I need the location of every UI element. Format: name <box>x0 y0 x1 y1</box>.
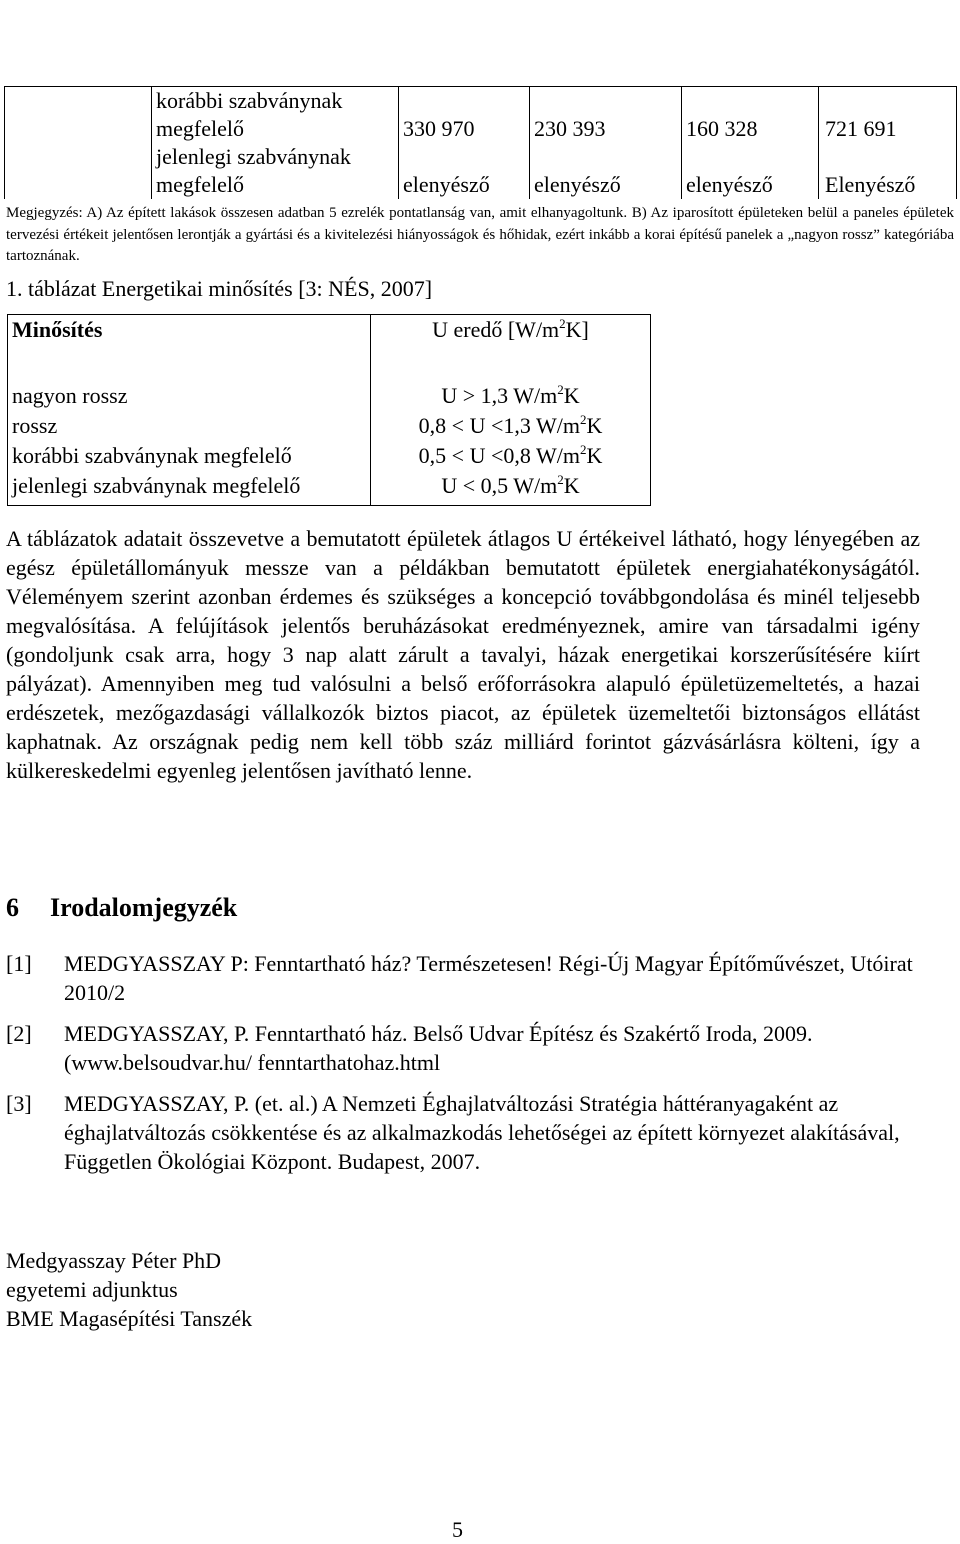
table-row <box>8 411 651 441</box>
row-label-line1: korábbi szabványnak <box>156 88 343 113</box>
table-cell-value: 721 691 <box>819 87 957 144</box>
body-paragraph: A táblázatok adatait összevetve a bemutatott épületek átlagos U értékeivel látható, hogy lényegében az egész épületállományuk messze van a példákban bemutatott épületek energiahatékonyságától. Véleményem szerint azonban érdemes és szükséges a koncepció továbbgondolása és minél teljesebb megvalósítása. A felújítások jelentős beruházásokat eredményeznek, amire van társadalmi igény (gondoljunk csak arra, hogy 3 nap alatt zárult a tavalyi, házak energetikai korszerűsítésére kiírt pályázat). Amennyiben meg tud valósulni a belső erőforrásokra alapuló épületüzemeltetés, a hazai erdészetek, mezőgazdasági vállalkozók biztos piacot, az épületek üzemeltetői biztonságos ellátást kaphatnak. Az országnak pedig nem kell több száz milliárd forintot gázvásárlásra költeni, így a külkereskedelmi egyenleg jelentősen javítható lenne. <box>6 526 920 783</box>
reference-text: MEDGYASSZAY, P. (et. al.) A Nemzeti Éghajlatváltozási Stratégia háttéranyagaként az éghajlatváltozás csökkentése és az alkalmazkodás lehetőségei az épített környezet alakításával, Független Ökológiai Központ. Budapest, 2007. <box>64 1091 900 1174</box>
rating-label: rossz <box>8 411 371 441</box>
header-u-sup: 2 <box>559 316 566 331</box>
u-range <box>371 441 651 471</box>
row-label-line1: jelenlegi szabványnak <box>156 144 351 169</box>
u-range-sup: 2 <box>557 472 564 487</box>
u-range-post: K <box>563 473 580 498</box>
table-caption: 1. táblázat Energetikai minősítés [3: NÉS, 2007] <box>6 276 433 301</box>
table-cell-value: 230 393 <box>530 87 682 144</box>
u-range-post: K <box>586 443 603 468</box>
header-rating: Minősítés <box>8 315 371 376</box>
u-range-pre: 0,5 < U <0,8 W/m <box>418 443 580 468</box>
u-range-sup: 2 <box>579 412 587 427</box>
table-cell-value: Elenyésző <box>819 143 957 199</box>
table-cell-value: elenyésző <box>530 143 682 199</box>
u-range-pre: U < 0,5 W/m <box>441 473 558 498</box>
reference-number: [3] <box>6 1091 32 1116</box>
table-cell-label <box>152 143 399 199</box>
reference-item <box>6 1019 926 1077</box>
table-row <box>5 87 957 144</box>
u-range <box>371 375 651 411</box>
table-cell-empty <box>5 143 152 199</box>
header-u-post: K] <box>565 317 589 342</box>
header-u-pre: U eredő [W/m <box>432 317 560 342</box>
row-label-line2: megfelelő <box>156 172 244 197</box>
reference-item <box>6 949 926 1007</box>
table-header-row <box>8 315 651 376</box>
reference-number: [2] <box>6 1021 32 1046</box>
rating-label: jelenlegi szabványnak megfelelő <box>8 471 371 506</box>
housing-stock-table-continued <box>4 86 957 199</box>
table-row <box>8 471 651 506</box>
table-cell-label <box>152 87 399 144</box>
table-cell-value: 160 328 <box>682 87 819 144</box>
u-range <box>371 411 651 441</box>
u-range-post: K <box>563 383 580 408</box>
rating-label: korábbi szabványnak megfelelő <box>8 441 371 471</box>
table-cell-empty <box>5 87 152 144</box>
u-range-pre: U > 1,3 W/m <box>441 383 558 408</box>
table-cell-value: elenyésző <box>399 143 530 199</box>
author-name: Medgyasszay Péter PhD <box>6 1248 222 1273</box>
reference-number: [1] <box>6 951 32 976</box>
section-title: Irodalomjegyzék <box>50 893 238 922</box>
u-range-sup: 2 <box>557 382 564 397</box>
section-heading <box>6 891 237 925</box>
header-u-value <box>371 315 651 376</box>
page-number: 5 <box>452 1517 463 1542</box>
u-range-sup: 2 <box>579 442 587 457</box>
reference-text: MEDGYASSZAY, P. Fenntartható ház. Belső Udvar Építész és Szakértő Iroda, 2009. (www.belsoudvar.hu/ fenntarthatohaz.html <box>64 1021 813 1075</box>
u-range <box>371 471 651 506</box>
u-range-post: K <box>586 413 603 438</box>
reference-item <box>6 1089 926 1176</box>
reference-text: MEDGYASSZAY P: Fenntartható ház? Természetesen! Régi-Új Magyar Építőművészet, Utóirat 2010/2 <box>64 951 913 1005</box>
table-cell-value: elenyésző <box>682 143 819 199</box>
author-title: egyetemi adjunktus <box>6 1277 178 1302</box>
table-row <box>8 375 651 411</box>
u-range-pre: 0,8 < U <1,3 W/m <box>418 413 580 438</box>
table-cell-value: 330 970 <box>399 87 530 144</box>
author-department: BME Magasépítési Tanszék <box>6 1306 253 1331</box>
row-label-line2: megfelelő <box>156 116 244 141</box>
energy-rating-table <box>7 314 651 506</box>
table-row <box>8 441 651 471</box>
rating-label: nagyon rossz <box>8 375 371 411</box>
section-number: 6 <box>6 893 19 922</box>
table-row <box>5 143 957 199</box>
table-footnote: Megjegyzés: A) Az épített lakások összesen adatban 5 ezrelék pontatlanság van, amit elhanyagoltunk. B) Az iparosított épületeken belül a paneles épületek tervezési értékeit jelentősen lerontják a gyártási és a kivitelezési hiányosságok és hőhidak, ezért inkább a korai építésű panelek a „nagyon rossz” kategóriába tartoznának. <box>6 205 954 264</box>
